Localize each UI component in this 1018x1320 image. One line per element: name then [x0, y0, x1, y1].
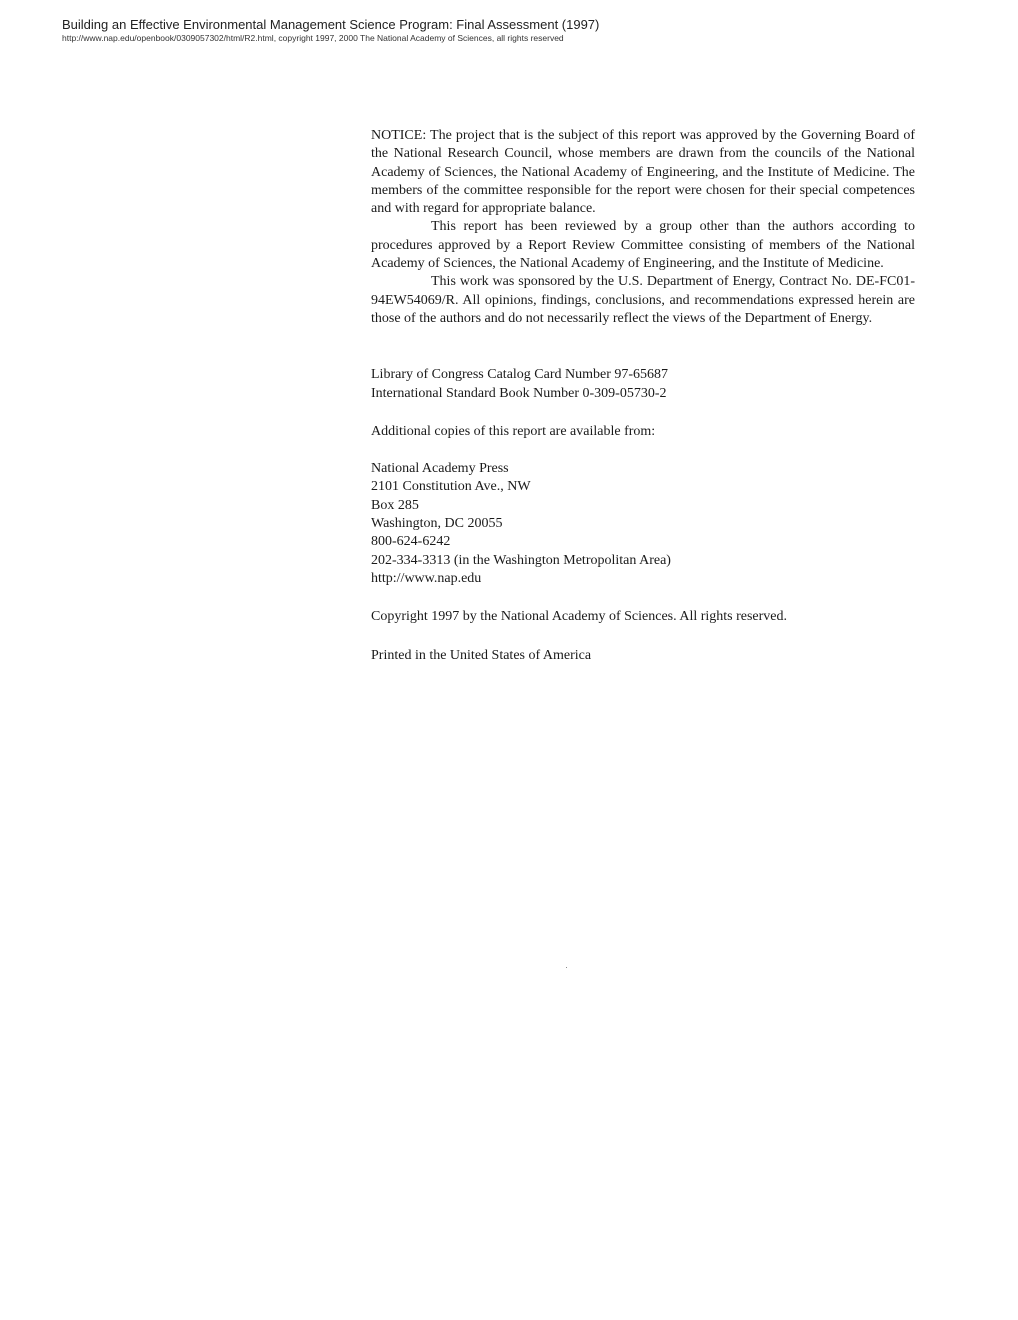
press-address — [371, 460, 915, 588]
press-street: 2101 Constitution Ave., NW — [371, 479, 531, 495]
press-city: Washington, DC 20055 — [371, 516, 503, 532]
copies-note: Additional copies of this report are available from: — [371, 423, 656, 439]
scan-speck — [566, 967, 567, 968]
printed-in-statement: Printed in the United States of America — [371, 647, 592, 663]
press-website: http://www.nap.edu — [371, 570, 482, 586]
press-phone-local: 202-334-3313 (in the Washington Metropolitan Area) — [371, 552, 671, 568]
press-box: Box 285 — [371, 497, 419, 513]
sponsor-paragraph: This work was sponsored by the U.S. Department of Energy, Contract No. DE-FC01-94EW54069/R. All opinions, findings, conclusions, and recommendations expressed herein are those of the authors and do not necessarily reflect the views of the Department of Energy. — [371, 274, 915, 326]
page-header — [62, 17, 1002, 44]
notice-section — [371, 127, 915, 328]
copyright-statement: Copyright 1997 by the National Academy of Sciences. All rights reserved. — [371, 609, 788, 625]
source-url-line: http://www.nap.edu/openbook/0309057302/html/R2.html, copyright 1997, 2000 The National Academy of Sciences, all rights reserved — [62, 33, 564, 43]
lccn-line: Library of Congress Catalog Card Number 97-65687 — [371, 367, 669, 383]
press-name: National Academy Press — [371, 461, 509, 477]
catalog-numbers — [371, 366, 915, 403]
notice-paragraph: NOTICE: The project that is the subject of this report was approved by the Governing Board of the National Research Council, whose members are drawn from the councils of the National Academy of Sciences, the National Academy of Engineering, and the Institute of Medicine. The members of the committee responsible for the report were chosen for their special competences and with regard for appropriate balance. — [371, 128, 915, 217]
review-paragraph: This report has been reviewed by a group other than the authors according to procedures approved by a Report Review Committee consisting of members of the National Academy of Sciences, the National Academy of Engineering, and the Institute of Medicine. — [371, 219, 915, 272]
isbn-line: International Standard Book Number 0-309-05730-2 — [371, 385, 667, 401]
document-title: Building an Effective Environmental Management Science Program: Final Assessment (1997) — [62, 17, 600, 32]
copyright-page-content — [371, 127, 915, 665]
press-phone: 800-624-6242 — [371, 534, 451, 550]
